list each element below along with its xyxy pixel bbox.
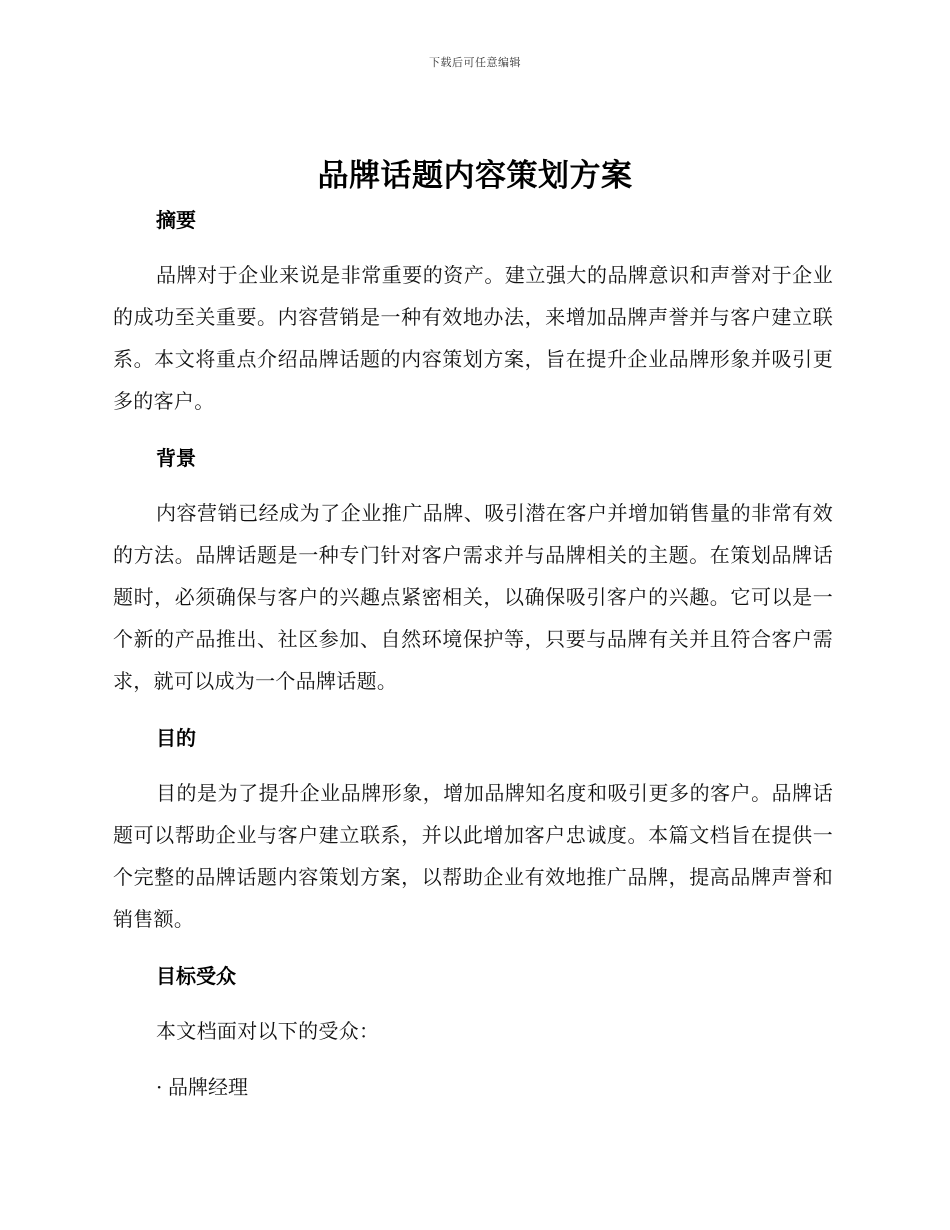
section-paragraph: 目的是为了提升企业品牌形象，增加品牌知名度和吸引更多的客户。品牌话题可以帮助企业与客户建立联系，并以此增加客户忠诚度。本篇文档旨在提供一个完整的品牌话题内容策划方案，以帮助企业有效地推广品牌，提高品牌声誉和销售额。 [113, 781, 833, 931]
section-paragraph: 内容营销已经成为了企业推广品牌、吸引潜在客户并增加销售量的非常有效的方法。品牌话题是一种专门针对客户需求并与品牌相关的主题。在策划品牌话题时，必须确保与客户的兴趣点紧密相关，以确保吸引客户的兴趣。它可以是一个新的产品推出、社区参加、自然环境保护等，只要与品牌有关并且符合客户需求，就可以成为一个品牌话题。 [113, 501, 833, 693]
document-title: 品牌话题内容策划方案 [317, 158, 633, 194]
section-purpose [113, 718, 833, 940]
list-item-text: 品牌经理 [168, 1075, 248, 1099]
section-heading: 背景 [156, 446, 196, 470]
section-summary [113, 200, 833, 422]
section-heading: 目的 [156, 726, 196, 750]
section-heading: 摘要 [156, 208, 196, 232]
section-background [113, 438, 833, 702]
bullet-mark: · [156, 1075, 163, 1099]
header-note: 下载后可任意编辑 [429, 56, 521, 69]
list-item [113, 1066, 833, 1108]
section-paragraph: 本文档面对以下的受众： [156, 1019, 380, 1043]
document-body [113, 200, 833, 1108]
section-heading: 目标受众 [156, 964, 236, 988]
section-paragraph: 品牌对于企业来说是非常重要的资产。建立强大的品牌意识和声誉对于企业的成功至关重要。内容营销是一种有效地办法，来增加品牌声誉并与客户建立联系。本文将重点介绍品牌话题的内容策划方案，旨在提升企业品牌形象并吸引更多的客户。 [113, 263, 833, 413]
section-audience [113, 956, 833, 1108]
